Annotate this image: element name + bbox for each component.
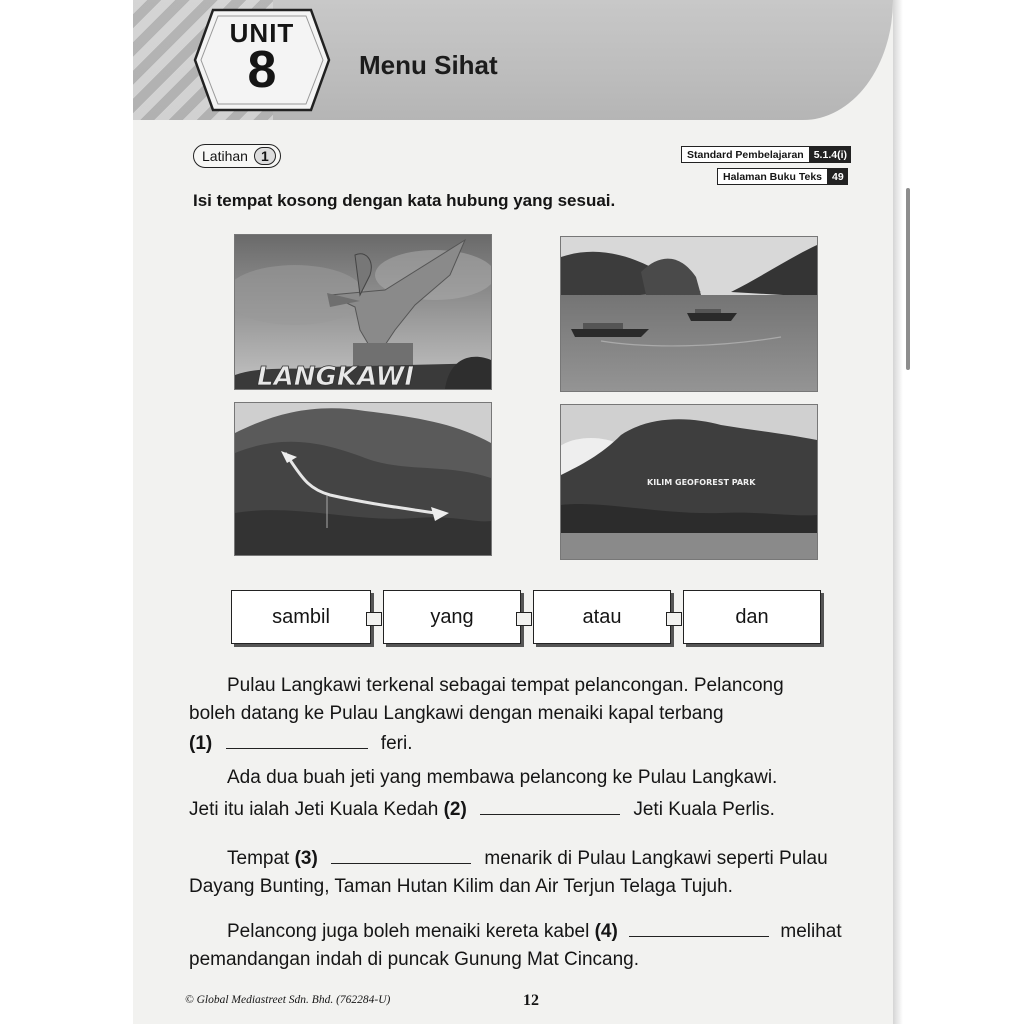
word-connector	[516, 612, 532, 626]
unit-label: UNIT	[229, 18, 295, 48]
paragraph-line: Dayang Bunting, Taman Hutan Kilim dan Air Terjun Telaga Tujuh.	[189, 876, 733, 897]
blank-number: (3)	[294, 848, 318, 869]
tag-value: 5.1.4(i)	[810, 146, 851, 163]
paragraph-text: Pelancong juga boleh menaiki kereta kabel	[227, 921, 590, 942]
copyright-text: © Global Mediastreet Sdn. Bhd. (762284-U)	[185, 994, 391, 1006]
blank-number: (2)	[443, 799, 467, 820]
latihan-number: 1	[254, 147, 276, 165]
blank-number: (4)	[594, 921, 618, 942]
paragraph-line: pemandangan indah di puncak Gunung Mat Cincang.	[189, 949, 639, 970]
mountain-photo	[234, 402, 492, 556]
tag-label: Standard Pembelajaran	[681, 146, 810, 163]
unit-number: 8	[247, 41, 277, 99]
word-box-sambil: sambil	[231, 590, 371, 644]
word-connector	[366, 612, 382, 626]
paragraph-text: Jeti Kuala Perlis.	[633, 799, 775, 820]
answer-blank-3[interactable]	[331, 845, 471, 864]
paragraph-text: Tempat	[227, 848, 290, 869]
answer-blank-4[interactable]	[629, 918, 769, 937]
page-edge-shadow	[893, 0, 903, 1024]
word-box-yang: yang	[383, 590, 521, 644]
langkawi-sign-text: LANGKAWI	[257, 362, 414, 389]
word-connector	[666, 612, 682, 626]
scrollbar-thumb[interactable]	[906, 188, 910, 370]
tag-value: 49	[828, 168, 848, 185]
paragraph-3	[189, 845, 863, 901]
page-number: 12	[523, 992, 539, 1009]
word-box-dan: dan	[683, 590, 821, 644]
instruction-text: Isi tempat kosong dengan kata hubung yang sesuai.	[193, 191, 616, 210]
paragraph-line: boleh datang ke Pulau Langkawi dengan menaiki kapal terbang	[189, 703, 724, 724]
halaman-buku-teks-tag	[717, 168, 848, 185]
kilim-geoforest-photo	[560, 404, 818, 560]
unit-banner	[133, 0, 893, 120]
answer-blank-2[interactable]	[480, 796, 620, 815]
paragraph-text: menarik di Pulau Langkawi seperti Pulau	[484, 848, 828, 869]
paragraph-4	[189, 918, 863, 974]
latihan-badge	[193, 144, 281, 168]
paragraph-text: melihat	[780, 921, 842, 942]
paragraph-text: feri.	[380, 733, 413, 754]
word-box-atau: atau	[533, 590, 671, 644]
worksheet-page	[133, 0, 893, 1024]
lake-boats-photo	[560, 236, 818, 392]
tag-label: Halaman Buku Teks	[717, 168, 828, 185]
blank-number: (1)	[189, 733, 213, 754]
paragraph-text: Jeti itu ialah Jeti Kuala Kedah	[189, 799, 439, 820]
geoforest-sign-text: KILIM GEOFOREST PARK	[647, 478, 756, 487]
paragraph-1	[189, 672, 863, 758]
word-bank	[231, 590, 823, 646]
paragraph-line: Ada dua buah jeti yang membawa pelancong ke Pulau Langkawi.	[227, 767, 778, 788]
latihan-label: Latihan	[202, 148, 248, 164]
paragraph-line: Pulau Langkawi terkenal sebagai tempat pelancongan. Pelancong	[227, 675, 784, 696]
standard-pembelajaran-tag	[681, 146, 851, 163]
paragraph-2	[189, 764, 863, 824]
unit-title: Menu Sihat	[359, 50, 498, 80]
eagle-square-photo	[234, 234, 492, 390]
answer-blank-1[interactable]	[226, 730, 368, 749]
